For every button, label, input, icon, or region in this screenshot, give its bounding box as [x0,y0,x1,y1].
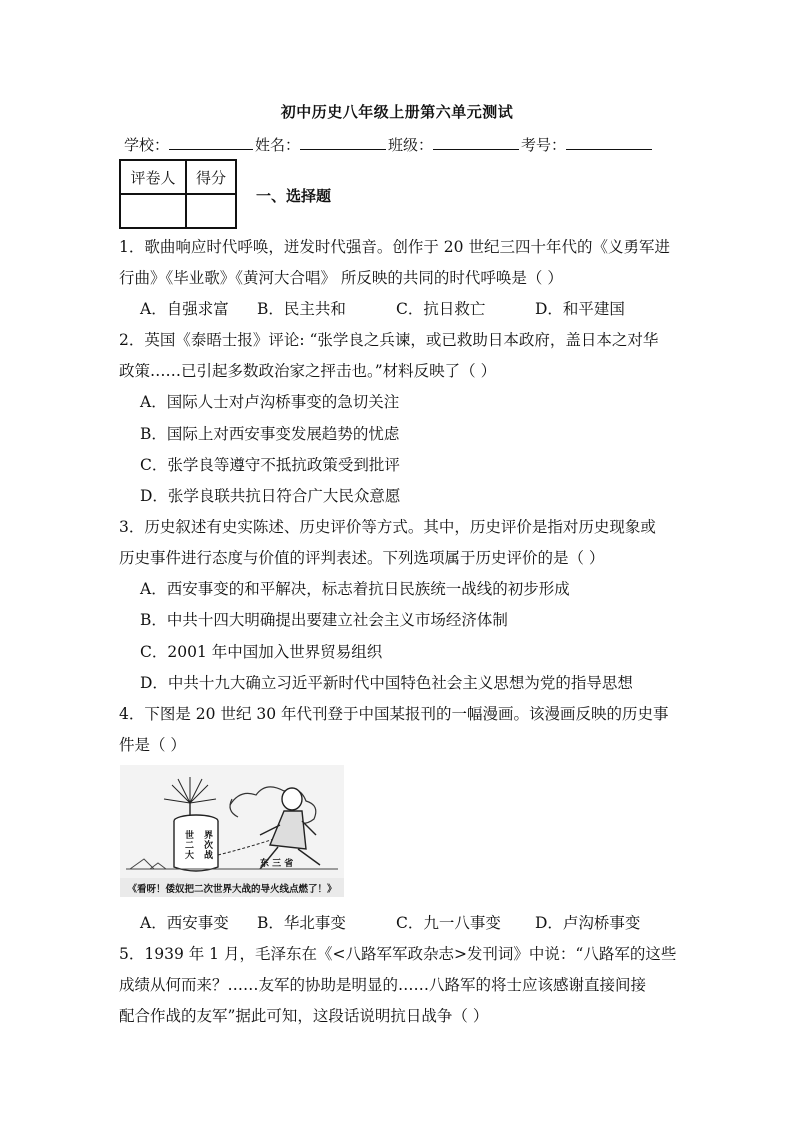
q1-option-c[interactable]: C．抗日救亡 [396,300,486,318]
exam-number-field[interactable] [566,135,652,150]
q4-option-a[interactable]: A．西安事变 [140,914,229,932]
q5-line-1: 5．1939 年 1 月，毛泽东在《<八路军军政杂志>发刊词》中说：“八路军的这些 [119,945,677,963]
q3-line-1: 3．历史叙述有史实陈述、历史评价等方式。其中，历史评价是指对历史现象或 [119,518,656,536]
q1-line-1: 1．歌曲响应时代呼唤，迸发时代强音。创作于 20 世纪三四十年代的《义勇军进 [119,238,670,256]
q1-option-a[interactable]: A．自强求富 [140,300,229,318]
q3-option-d[interactable]: D．中共十九大确立习近平新时代中国特色社会主义思想为党的指导思想 [140,674,633,692]
q2-line-2: 政策……已引起多数政治家之抨击也。”材料反映了（ ） [119,362,497,380]
q1-option-b[interactable]: B．民主共和 [257,300,346,318]
q3-option-a[interactable]: A．西安事变的和平解决，标志着抗日民族统一战线的初步形成 [140,580,570,598]
school-label: 学校： [124,136,170,154]
grader-cell[interactable] [120,194,186,228]
grader-header: 评卷人 [120,160,186,194]
q5-line-2: 成绩从何而来？……友军的协助是明显的……八路军的将士应该感谢直接间接 [119,976,647,994]
cartoon-image [120,765,344,897]
q1-option-d[interactable]: D．和平建国 [535,300,625,318]
q3-option-c[interactable]: C．2001 年中国加入世界贸易组织 [140,643,383,661]
name-field[interactable] [300,135,386,150]
barrel-char: 二 [184,841,194,851]
class-field[interactable] [433,135,519,150]
q3-line-2: 历史事件进行态度与价值的评判表述。下列选项属于历史评价的是（ ） [119,549,605,567]
q2-option-d[interactable]: D．张学良联共抗日符合广大民众意愿 [140,487,401,505]
q2-option-b[interactable]: B．国际上对西安事变发展趋势的忧虑 [140,425,400,443]
barrel-char: 世 [184,831,194,841]
q3-option-b[interactable]: B．中共十四大明确提出要建立社会主义市场经济体制 [140,611,508,629]
q4-option-d[interactable]: D．卢沟桥事变 [535,914,641,932]
q1-line-2: 行曲》《毕业歌》《黄河大合唱》 所反映的共同的时代呼唤是（ ） [119,269,563,287]
q2-option-c[interactable]: C．张学良等遵守不抵抗政策受到批评 [140,456,400,474]
q5-line-3: 配合作战的友军”据此可知，这段话说明抗日战争（ ） [119,1007,489,1025]
school-field[interactable] [169,135,253,150]
score-header: 得分 [186,160,236,194]
q2-option-a[interactable]: A．国际人士对卢沟桥事变的急切关注 [140,393,400,411]
cartoon-caption: 《看呀！倭奴把二次世界大战的导火线点燃了！》 [127,884,337,895]
barrel-label [180,831,218,861]
q4-option-c[interactable]: C．九一八事变 [396,914,501,932]
score-cell[interactable] [186,194,236,228]
q2-line-1: 2．英国《泰晤士报》评论: “张学良之兵谏，或已救助日本政府，盖日本之对华 [119,331,659,349]
barrel-char: 大 [184,851,194,861]
q4-option-b[interactable]: B．华北事变 [257,914,346,932]
q4-line-2: 件是（ ） [119,736,186,754]
section-title: 一、选择题 [256,187,332,205]
q4-line-1: 4．下图是 20 世纪 30 年代刊登于中国某报刊的一幅漫画。该漫画反映的历史事 [119,705,669,723]
student-info-line [124,134,654,155]
name-label: 姓名： [255,136,301,154]
score-table [119,159,237,229]
exam-number-label: 考号： [521,136,567,154]
figure-label: 东 三 省 [260,859,294,869]
barrel-char: 界 [203,831,213,841]
barrel-char: 次 [203,841,213,851]
barrel-char: 战 [203,851,213,861]
class-label: 班级： [388,136,434,154]
page-title: 初中历史八年级上册第六单元测试 [280,103,514,121]
